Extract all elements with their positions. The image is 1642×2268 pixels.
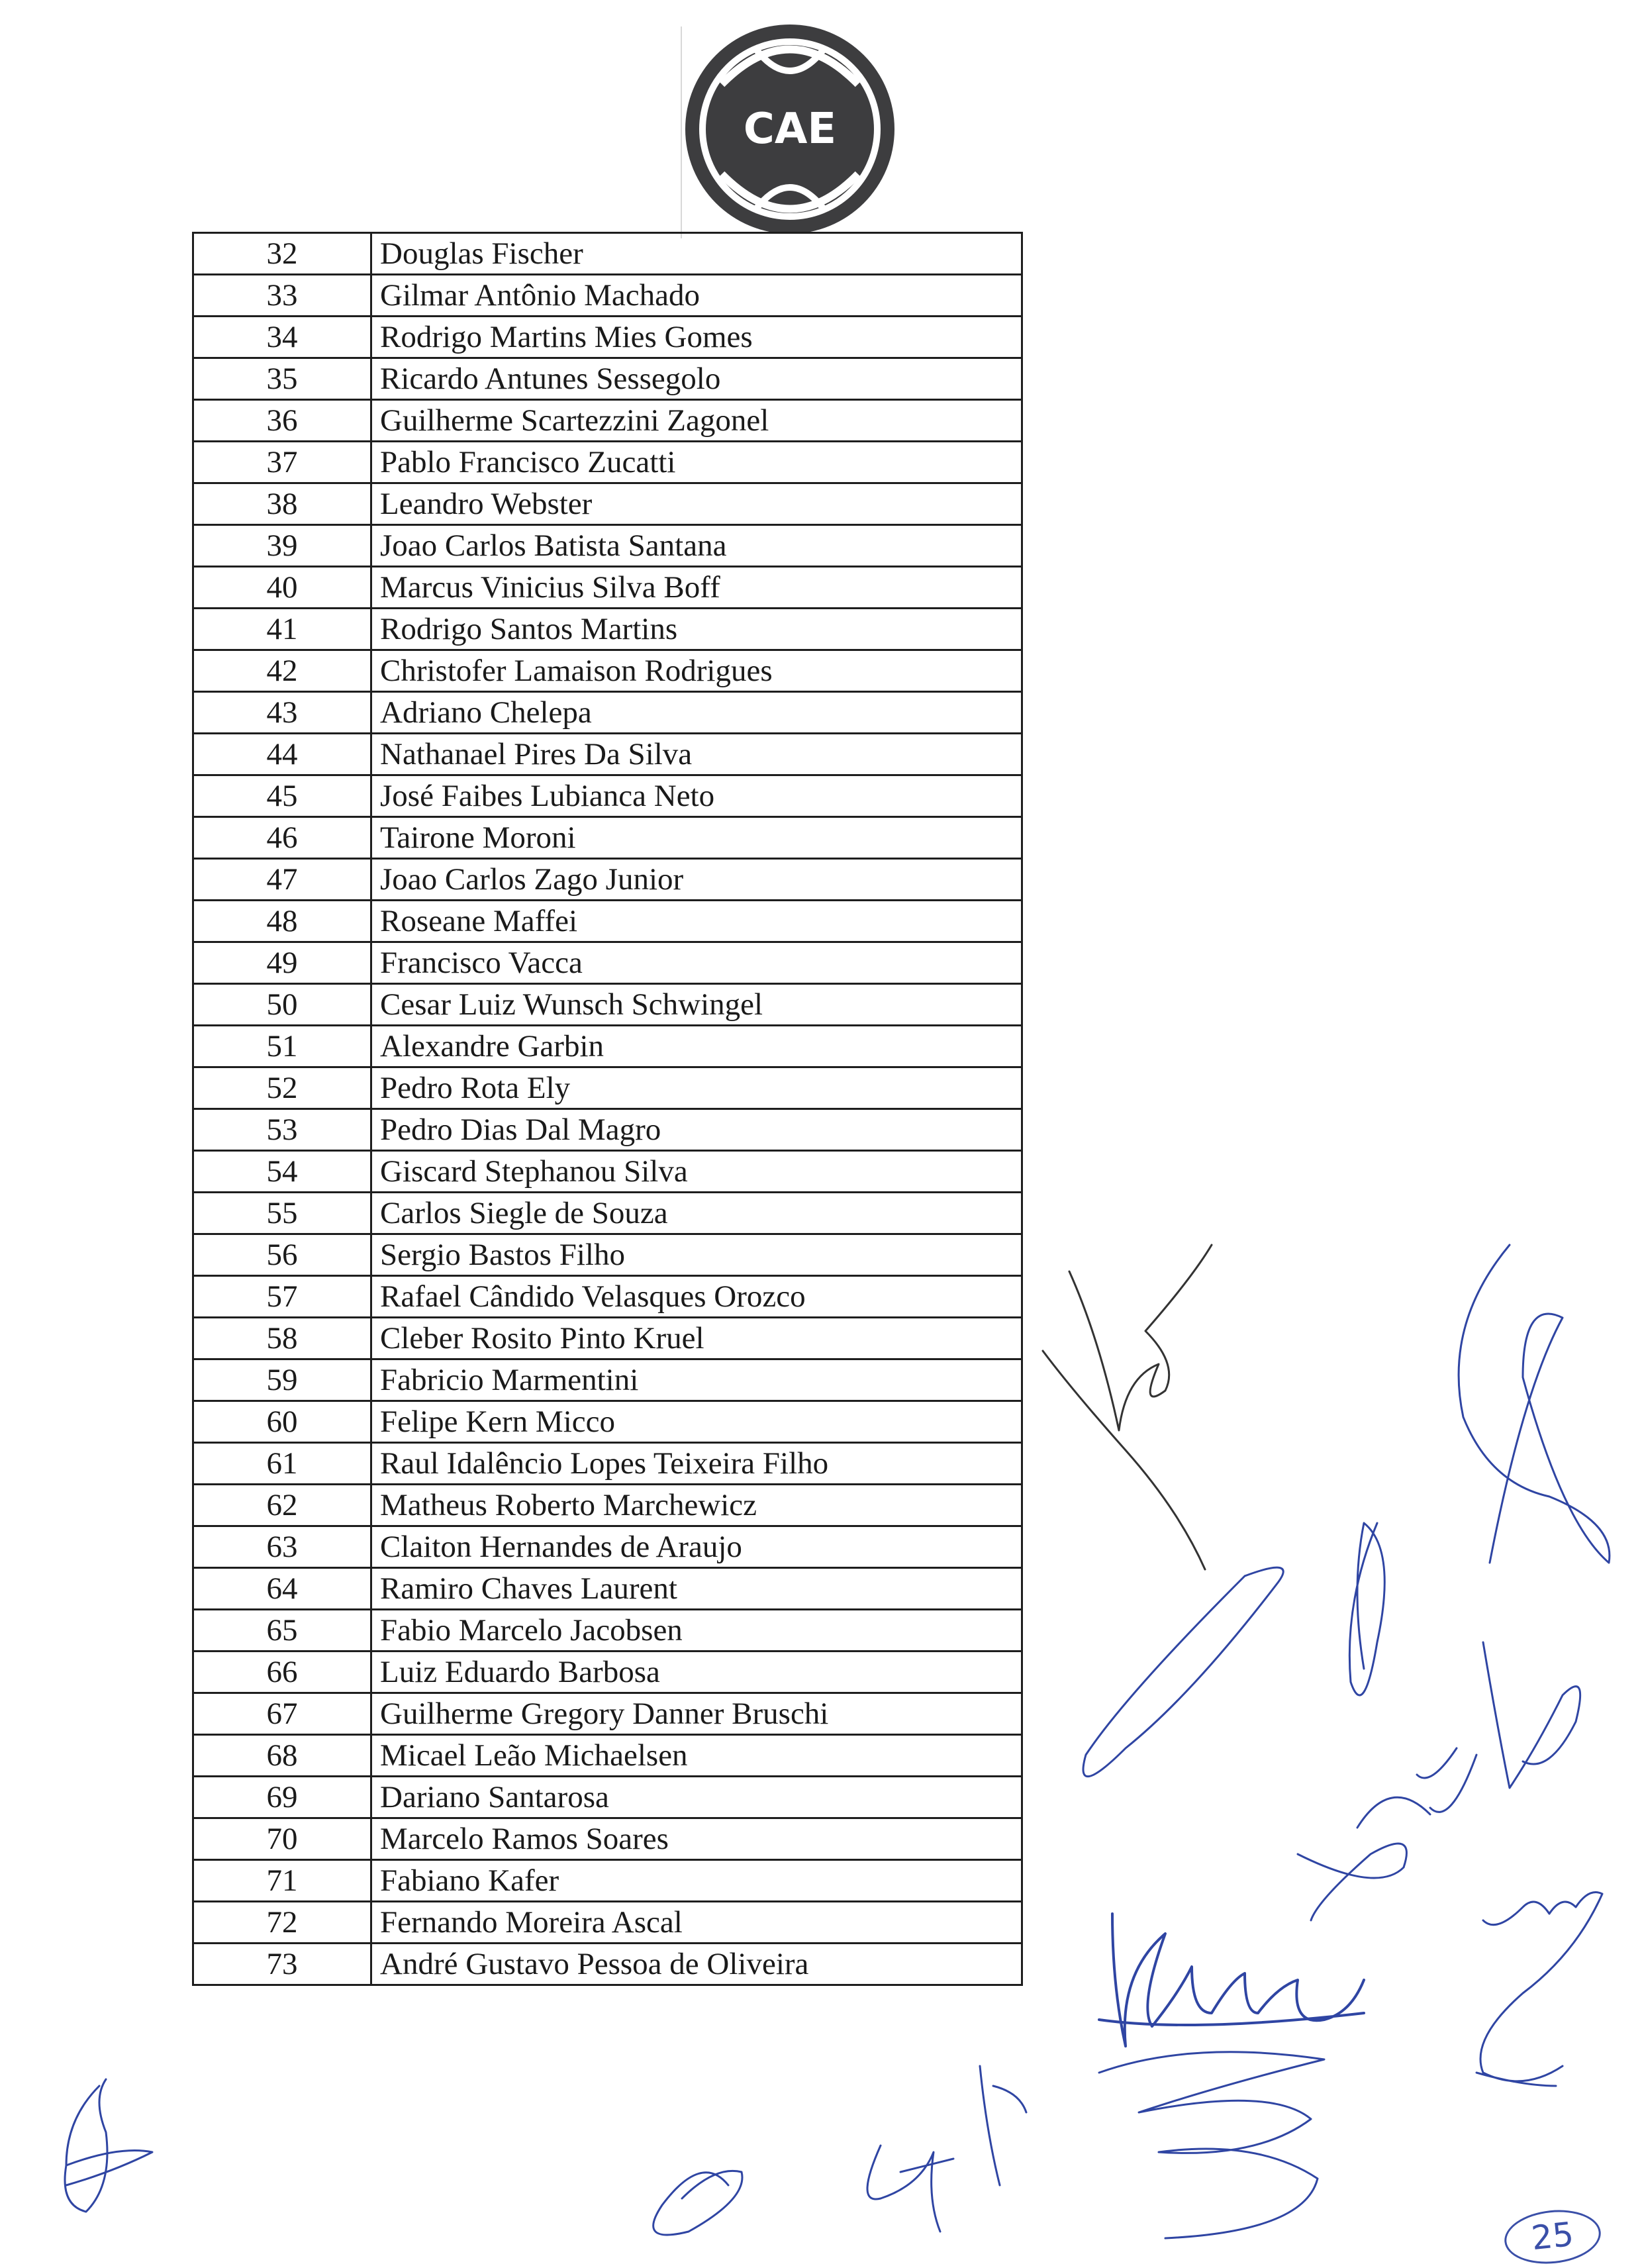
table-row <box>193 609 1022 650</box>
table-row <box>193 1944 1022 1985</box>
row-number: 51 <box>193 1026 371 1067</box>
table-row <box>193 1026 1022 1067</box>
member-name: Rodrigo Martins Mies Gomes <box>371 317 1022 358</box>
row-number: 67 <box>193 1693 371 1735</box>
table-row <box>193 1652 1022 1693</box>
table-row <box>193 1485 1022 1526</box>
row-number: 47 <box>193 859 371 901</box>
row-number: 48 <box>193 901 371 942</box>
table-row <box>193 1234 1022 1276</box>
member-name: Giscard Stephanou Silva <box>371 1151 1022 1193</box>
member-name: Cleber Rosito Pinto Kruel <box>371 1318 1022 1359</box>
table-row <box>193 817 1022 859</box>
row-number: 42 <box>193 650 371 692</box>
member-name: Marcelo Ramos Soares <box>371 1818 1022 1860</box>
member-name: Roseane Maffei <box>371 901 1022 942</box>
row-number: 70 <box>193 1818 371 1860</box>
member-name: Rafael Cândido Velasques Orozco <box>371 1276 1022 1318</box>
member-name: Fernando Moreira Ascal <box>371 1902 1022 1944</box>
member-name: Matheus Roberto Marchewicz <box>371 1485 1022 1526</box>
member-name: André Gustavo Pessoa de Oliveira <box>371 1944 1022 1985</box>
row-number: 56 <box>193 1234 371 1276</box>
member-name: Joao Carlos Zago Junior <box>371 859 1022 901</box>
row-number: 58 <box>193 1318 371 1359</box>
row-number: 44 <box>193 734 371 775</box>
row-number: 39 <box>193 525 371 567</box>
row-number: 60 <box>193 1401 371 1443</box>
row-number: 62 <box>193 1485 371 1526</box>
table-row <box>193 1818 1022 1860</box>
table-row <box>193 1318 1022 1359</box>
signature-9 <box>1476 1893 1602 2087</box>
member-name: Francisco Vacca <box>371 942 1022 984</box>
member-name: Christofer Lamaison Rodrigues <box>371 650 1022 692</box>
table-row <box>193 1443 1022 1485</box>
member-name: Douglas Fischer <box>371 233 1022 275</box>
table-row <box>193 483 1022 525</box>
table-row <box>193 525 1022 567</box>
table-row <box>193 942 1022 984</box>
member-name: Raul Idalêncio Lopes Teixeira Filho <box>371 1443 1022 1485</box>
member-name: Tairone Moroni <box>371 817 1022 859</box>
row-number: 69 <box>193 1777 371 1818</box>
table-row <box>193 1359 1022 1401</box>
member-name: Luiz Eduardo Barbosa <box>371 1652 1022 1693</box>
roster-table <box>192 232 1023 1986</box>
table-row <box>193 1568 1022 1610</box>
member-name: Adriano Chelepa <box>371 692 1022 734</box>
table-row <box>193 1860 1022 1902</box>
member-name: Rodrigo Santos Martins <box>371 609 1022 650</box>
table-row <box>193 650 1022 692</box>
cae-logo <box>682 21 898 237</box>
row-number: 52 <box>193 1067 371 1109</box>
table-row <box>193 1693 1022 1735</box>
member-name: Leandro Webster <box>371 483 1022 525</box>
table-row <box>193 317 1022 358</box>
signature-3 <box>1349 1523 1384 1695</box>
signature-8 <box>1099 2052 1324 2238</box>
row-number: 38 <box>193 483 371 525</box>
signature-6 <box>1298 1797 1430 1920</box>
signature-7 <box>1099 1914 1364 2046</box>
signature-5 <box>1417 1642 1580 1812</box>
row-number: 73 <box>193 1944 371 1985</box>
row-number: 64 <box>193 1568 371 1610</box>
table-row <box>193 275 1022 317</box>
member-name: Alexandre Garbin <box>371 1026 1022 1067</box>
row-number: 46 <box>193 817 371 859</box>
member-name: José Faibes Lubianca Neto <box>371 775 1022 817</box>
row-number: 55 <box>193 1193 371 1234</box>
member-name: Pedro Dias Dal Magro <box>371 1109 1022 1151</box>
row-number: 54 <box>193 1151 371 1193</box>
row-number: 33 <box>193 275 371 317</box>
member-name: Guilherme Scartezzini Zagonel <box>371 400 1022 442</box>
row-number: 72 <box>193 1902 371 1944</box>
row-number: 35 <box>193 358 371 400</box>
member-name: Pablo Francisco Zucatti <box>371 442 1022 483</box>
row-number: 32 <box>193 233 371 275</box>
table-row <box>193 1610 1022 1652</box>
table-row <box>193 1902 1022 1944</box>
row-number: 45 <box>193 775 371 817</box>
member-name: Felipe Kern Micco <box>371 1401 1022 1443</box>
row-number: 40 <box>193 567 371 609</box>
table-row <box>193 901 1022 942</box>
member-name: Marcus Vinicius Silva Boff <box>371 567 1022 609</box>
member-name: Joao Carlos Batista Santana <box>371 525 1022 567</box>
row-number: 50 <box>193 984 371 1026</box>
table-row <box>193 1193 1022 1234</box>
member-name: Pedro Rota Ely <box>371 1067 1022 1109</box>
table-row <box>193 1109 1022 1151</box>
row-number: 34 <box>193 317 371 358</box>
signature-12 <box>867 2066 1026 2232</box>
signature-10 <box>65 2079 152 2212</box>
page-number-badge: 25 <box>1502 2206 1604 2268</box>
table-row <box>193 859 1022 901</box>
table-row <box>193 400 1022 442</box>
member-name: Ricardo Antunes Sessegolo <box>371 358 1022 400</box>
row-number: 59 <box>193 1359 371 1401</box>
row-number: 49 <box>193 942 371 984</box>
row-number: 65 <box>193 1610 371 1652</box>
table-row <box>193 358 1022 400</box>
row-number: 41 <box>193 609 371 650</box>
table-row <box>193 1526 1022 1568</box>
member-name: Fabiano Kafer <box>371 1860 1022 1902</box>
table-row <box>193 233 1022 275</box>
row-number: 61 <box>193 1443 371 1485</box>
member-name: Dariano Santarosa <box>371 1777 1022 1818</box>
table-row <box>193 692 1022 734</box>
signature-11 <box>653 2171 742 2235</box>
member-name: Fabricio Marmentini <box>371 1359 1022 1401</box>
member-name: Guilherme Gregory Danner Bruschi <box>371 1693 1022 1735</box>
signature-4 <box>1459 1245 1610 1563</box>
table-row <box>193 1777 1022 1818</box>
row-number: 43 <box>193 692 371 734</box>
table-row <box>193 567 1022 609</box>
table-row <box>193 1067 1022 1109</box>
row-number: 53 <box>193 1109 371 1151</box>
table-row <box>193 1735 1022 1777</box>
member-name: Nathanael Pires Da Silva <box>371 734 1022 775</box>
member-name: Carlos Siegle de Souza <box>371 1193 1022 1234</box>
member-name: Micael Leão Michaelsen <box>371 1735 1022 1777</box>
table-row <box>193 775 1022 817</box>
row-number: 36 <box>193 400 371 442</box>
member-name: Gilmar Antônio Machado <box>371 275 1022 317</box>
row-number: 57 <box>193 1276 371 1318</box>
member-name: Sergio Bastos Filho <box>371 1234 1022 1276</box>
signature-1b <box>1043 1351 1205 1569</box>
member-name: Fabio Marcelo Jacobsen <box>371 1610 1022 1652</box>
table-row <box>193 1401 1022 1443</box>
row-number: 71 <box>193 1860 371 1902</box>
row-number: 63 <box>193 1526 371 1568</box>
logo-text: CAE <box>743 105 837 154</box>
member-name: Claiton Hernandes de Araujo <box>371 1526 1022 1568</box>
row-number: 66 <box>193 1652 371 1693</box>
table-row <box>193 1151 1022 1193</box>
table-row <box>193 442 1022 483</box>
signature-2 <box>1083 1567 1283 1777</box>
member-name: Ramiro Chaves Laurent <box>371 1568 1022 1610</box>
member-name: Cesar Luiz Wunsch Schwingel <box>371 984 1022 1026</box>
table-row <box>193 1276 1022 1318</box>
row-number: 37 <box>193 442 371 483</box>
signature-1 <box>1069 1245 1212 1430</box>
table-row <box>193 984 1022 1026</box>
row-number: 68 <box>193 1735 371 1777</box>
table-row <box>193 734 1022 775</box>
